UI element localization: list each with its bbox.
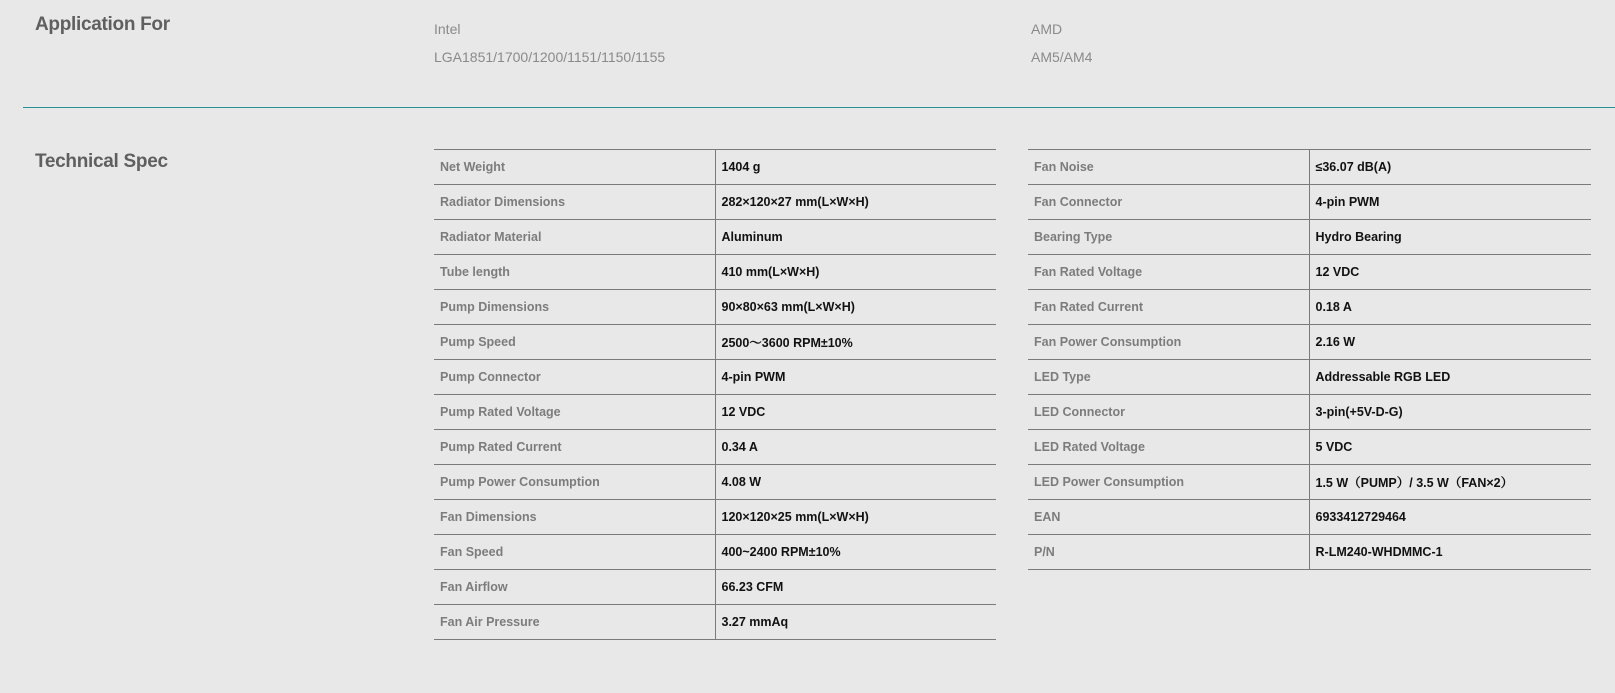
- spec-label: Fan Air Pressure: [434, 605, 715, 640]
- spec-label: P/N: [1028, 535, 1309, 570]
- table-row: [434, 570, 996, 605]
- table-row: [434, 290, 996, 325]
- spec-label: Fan Speed: [434, 535, 715, 570]
- spec-label: Radiator Dimensions: [434, 185, 715, 220]
- spec-value: 0.34 A: [715, 430, 996, 465]
- spec-label: Fan Rated Voltage: [1028, 255, 1309, 290]
- table-row: [1028, 535, 1591, 570]
- spec-table-right: [1028, 149, 1591, 570]
- amd-compatibility: [1031, 20, 1092, 76]
- table-row: [434, 605, 996, 640]
- spec-value: 3-pin(+5V-D-G): [1309, 395, 1591, 430]
- spec-value: 1404 g: [715, 150, 996, 185]
- spec-label: Pump Power Consumption: [434, 465, 715, 500]
- spec-label: Pump Speed: [434, 325, 715, 360]
- spec-value: 2500～3600 RPM±10%: [715, 325, 996, 360]
- spec-label: Fan Airflow: [434, 570, 715, 605]
- spec-label: Fan Power Consumption: [1028, 325, 1309, 360]
- spec-label: LED Rated Voltage: [1028, 430, 1309, 465]
- spec-value: ≤36.07 dB(A): [1309, 150, 1591, 185]
- spec-value: Hydro Bearing: [1309, 220, 1591, 255]
- spec-value: 120×120×25 mm(L×W×H): [715, 500, 996, 535]
- spec-label: Pump Connector: [434, 360, 715, 395]
- spec-label: Pump Rated Voltage: [434, 395, 715, 430]
- table-row: [1028, 360, 1591, 395]
- table-row: [434, 325, 996, 360]
- spec-value: 282×120×27 mm(L×W×H): [715, 185, 996, 220]
- table-row: [1028, 185, 1591, 220]
- table-row: [434, 535, 996, 570]
- application-for-heading: Application For: [35, 14, 170, 35]
- spec-value: 1.5 W（PUMP）/ 3.5 W（FAN×2）: [1309, 465, 1591, 500]
- spec-value: 12 VDC: [715, 395, 996, 430]
- intel-brand-label: Intel: [434, 21, 461, 37]
- spec-value: 4.08 W: [715, 465, 996, 500]
- spec-value: 6933412729464: [1309, 500, 1591, 535]
- table-row: [1028, 325, 1591, 360]
- spec-label: Tube length: [434, 255, 715, 290]
- intel-compatibility: [434, 20, 665, 76]
- table-row: [434, 395, 996, 430]
- table-row: [1028, 465, 1591, 500]
- table-row: [1028, 290, 1591, 325]
- spec-label: Bearing Type: [1028, 220, 1309, 255]
- table-row: [1028, 430, 1591, 465]
- table-row: [1028, 500, 1591, 535]
- spec-table-left: [434, 149, 996, 640]
- table-row: [434, 150, 996, 185]
- table-row: [1028, 255, 1591, 290]
- spec-label: LED Power Consumption: [1028, 465, 1309, 500]
- table-row: [434, 255, 996, 290]
- spec-label: Pump Rated Current: [434, 430, 715, 465]
- spec-value: 400~2400 RPM±10%: [715, 535, 996, 570]
- spec-label: LED Type: [1028, 360, 1309, 395]
- table-row: [434, 360, 996, 395]
- table-row: [434, 430, 996, 465]
- table-row: [1028, 150, 1591, 185]
- spec-label: Net Weight: [434, 150, 715, 185]
- table-row: [434, 185, 996, 220]
- spec-value: 3.27 mmAq: [715, 605, 996, 640]
- technical-spec-heading: Technical Spec: [35, 151, 168, 172]
- spec-label: EAN: [1028, 500, 1309, 535]
- spec-value: 4-pin PWM: [1309, 185, 1591, 220]
- spec-label: Fan Connector: [1028, 185, 1309, 220]
- spec-value: R-LM240-WHDMMC-1: [1309, 535, 1591, 570]
- spec-value: 2.16 W: [1309, 325, 1591, 360]
- spec-label: LED Connector: [1028, 395, 1309, 430]
- spec-label: Fan Rated Current: [1028, 290, 1309, 325]
- amd-sockets-label: AM5/AM4: [1031, 49, 1093, 65]
- spec-value: Addressable RGB LED: [1309, 360, 1591, 395]
- table-row: [1028, 220, 1591, 255]
- amd-brand-label: AMD: [1031, 21, 1063, 37]
- spec-value: 410 mm(L×W×H): [715, 255, 996, 290]
- spec-value: 4-pin PWM: [715, 360, 996, 395]
- spec-value: 0.18 A: [1309, 290, 1591, 325]
- spec-value: 90×80×63 mm(L×W×H): [715, 290, 996, 325]
- section-divider: [23, 107, 1615, 108]
- spec-label: Pump Dimensions: [434, 290, 715, 325]
- table-row: [1028, 395, 1591, 430]
- spec-value: Aluminum: [715, 220, 996, 255]
- intel-sockets-label: LGA1851/1700/1200/1151/1150/1155: [434, 49, 666, 65]
- table-row: [434, 465, 996, 500]
- spec-value: 12 VDC: [1309, 255, 1591, 290]
- spec-value: 66.23 CFM: [715, 570, 996, 605]
- table-row: [434, 220, 996, 255]
- spec-value: 5 VDC: [1309, 430, 1591, 465]
- spec-label: Fan Noise: [1028, 150, 1309, 185]
- table-row: [434, 500, 996, 535]
- spec-label: Radiator Material: [434, 220, 715, 255]
- spec-label: Fan Dimensions: [434, 500, 715, 535]
